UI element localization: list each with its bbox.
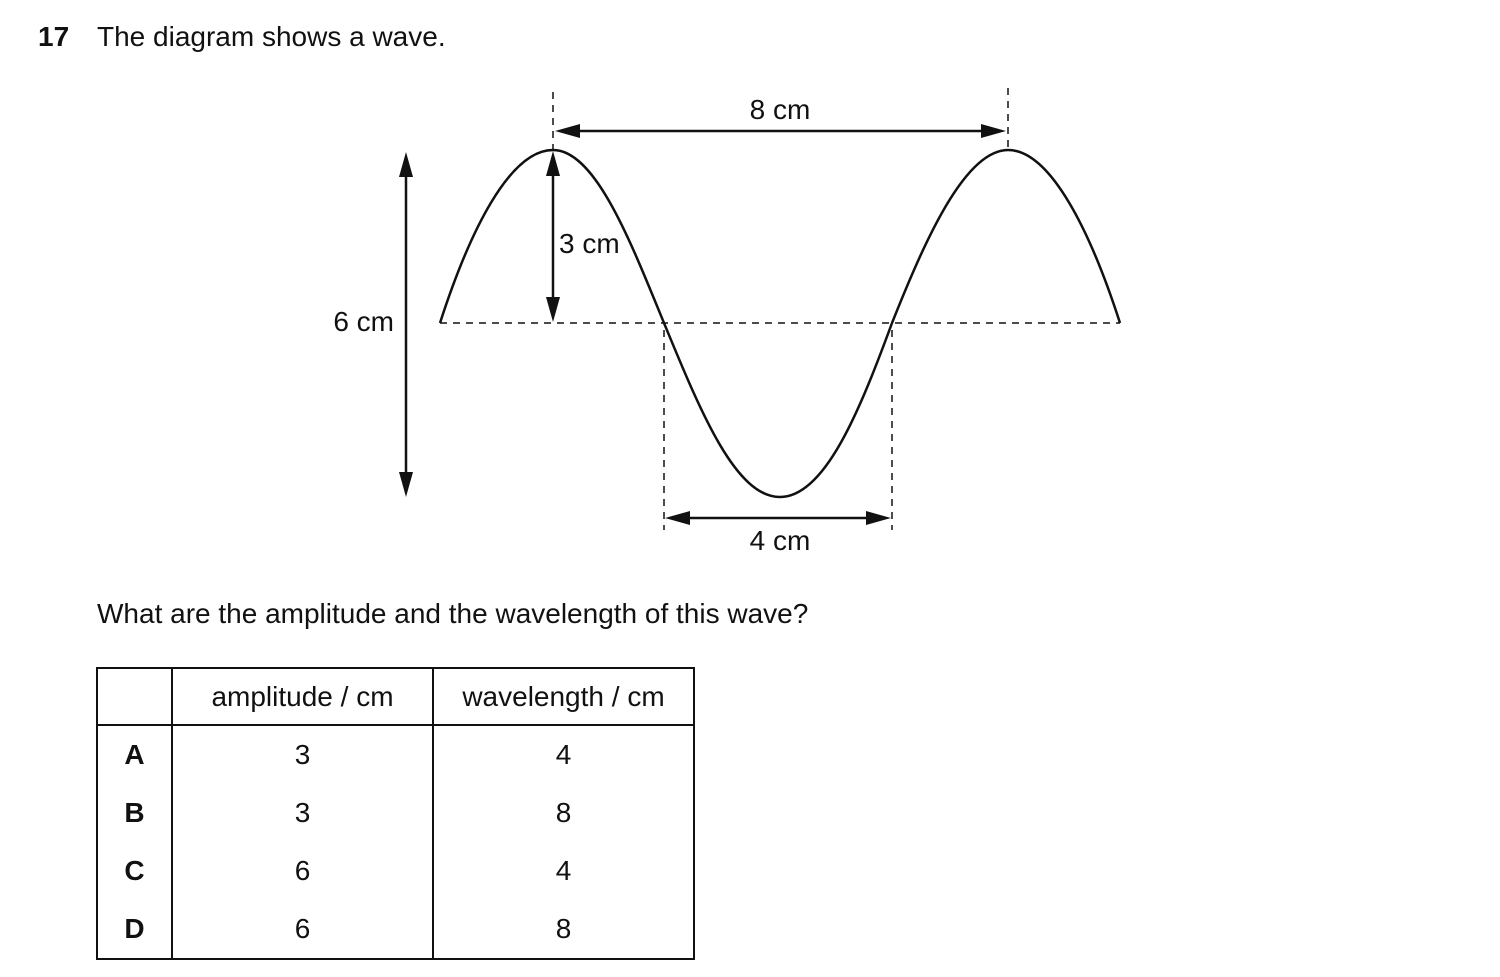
label-3cm: 3 cm (559, 228, 620, 259)
option-wavelength: 4 (433, 842, 694, 900)
question-stem: The diagram shows a wave. (97, 21, 446, 52)
label-4cm: 4 cm (749, 525, 811, 556)
option-amplitude: 3 (172, 784, 433, 842)
arrowhead-3cm-bottom (546, 297, 560, 322)
label-8cm: 8 cm (749, 94, 811, 125)
header-wavelength: wavelength / cm (433, 668, 694, 725)
question-prompt: What are the amplitude and the wavelength of this wave? (97, 598, 809, 629)
arrowhead-8cm-left (555, 124, 580, 138)
option-amplitude: 6 (172, 900, 433, 959)
table-row (97, 725, 694, 784)
header-blank (97, 668, 172, 725)
table-row (97, 784, 694, 842)
label-6cm: 6 cm (333, 306, 394, 337)
arrowhead-6cm-bottom (399, 472, 413, 497)
table-header-row (97, 668, 694, 725)
table-row (97, 842, 694, 900)
option-letter: B (97, 784, 172, 842)
answer-table (96, 667, 695, 960)
header-amplitude: amplitude / cm (172, 668, 433, 725)
option-amplitude: 3 (172, 725, 433, 784)
option-wavelength: 4 (433, 725, 694, 784)
option-wavelength: 8 (433, 784, 694, 842)
arrowhead-4cm-right (866, 511, 891, 525)
option-amplitude: 6 (172, 842, 433, 900)
arrowhead-4cm-left (665, 511, 690, 525)
option-wavelength: 8 (433, 900, 694, 959)
option-letter: D (97, 900, 172, 959)
table-row (97, 900, 694, 959)
option-letter: C (97, 842, 172, 900)
option-letter: A (97, 725, 172, 784)
arrowhead-3cm-top (546, 151, 560, 176)
arrowhead-8cm-right (981, 124, 1006, 138)
question-number: 17 (38, 21, 70, 52)
arrowhead-6cm-top (399, 152, 413, 177)
